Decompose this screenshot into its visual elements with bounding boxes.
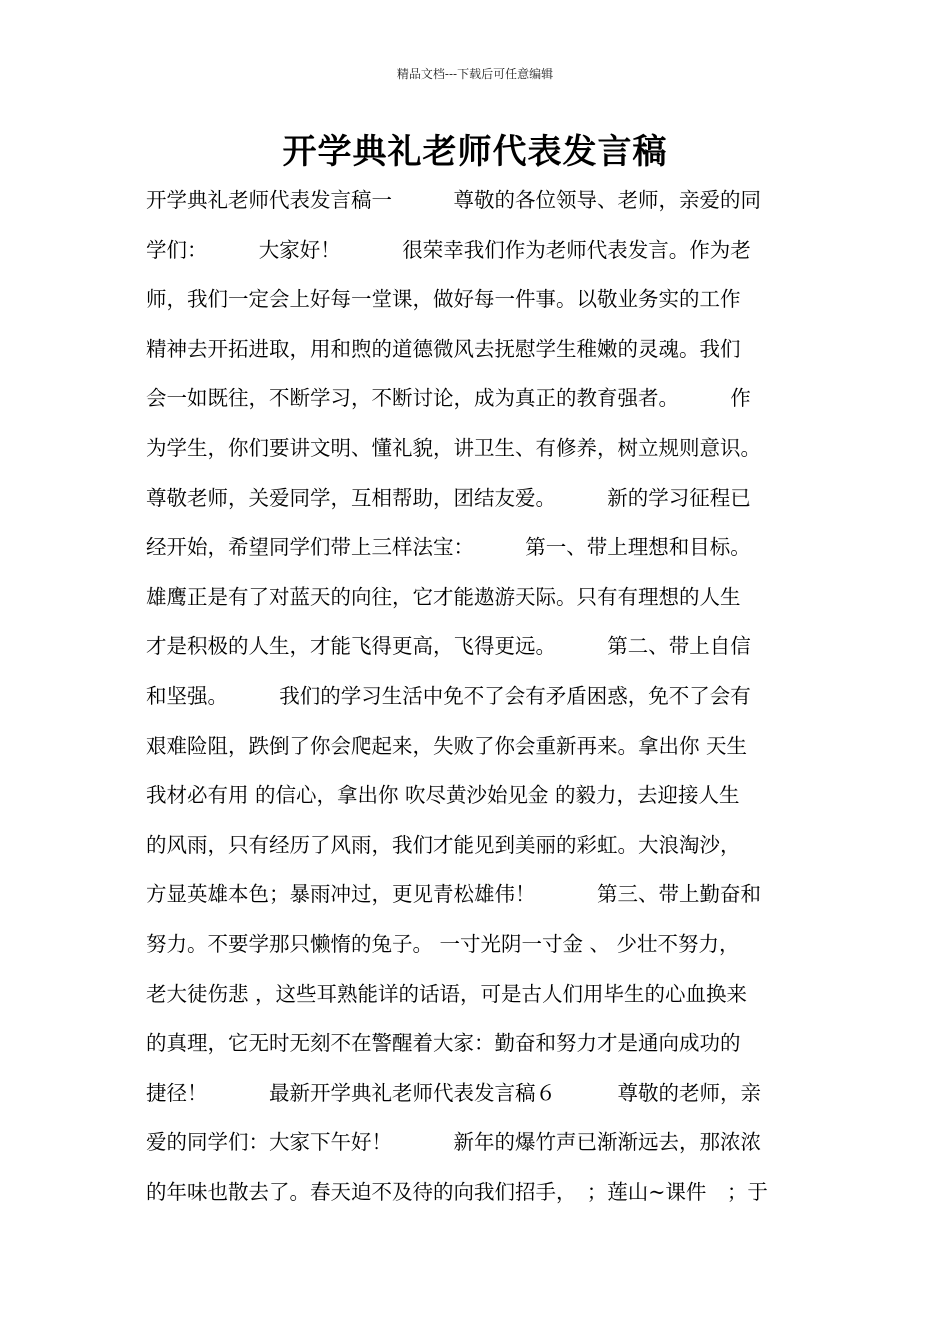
- text-line: 爱的同学们：大家下午好！ 新年的爆竹声已渐渐远去，那浓浓: [146, 1130, 761, 1155]
- document-title: 开学典礼老师代表发言稿: [282, 132, 668, 172]
- text-line: 为学生，你们要讲文明、懂礼貌，讲卫生、有修养，树立规则意识。: [146, 435, 761, 460]
- text-line: 努力。不要学那只懒惰的兔子。 一寸光阴一寸金 、 少壮不努力，: [146, 931, 740, 956]
- text-line: 和坚强。 我们的学习生活中免不了会有矛盾困惑，免不了会有: [146, 683, 751, 708]
- text-line: 精神去开拓进取，用和煦的道德微风去抚慰学生稚嫩的灵魂。我们: [146, 336, 741, 361]
- text-line: 艰难险阻，跌倒了你会爬起来，失败了你会重新再来。拿出你 天生: [146, 733, 748, 758]
- text-line: 的风雨，只有经历了风雨，我们才能见到美丽的彩虹。大浪淘沙，: [146, 832, 741, 857]
- text-line: 捷径！ 最新开学典礼老师代表发言稿６ 尊敬的老师，亲: [146, 1080, 761, 1105]
- text-line: 我材必有用 的信心，拿出你 吹尽黄沙始见金 的毅力，去迎接人生: [146, 783, 740, 808]
- text-line: 经开始，希望同学们带上三样法宝： 第一、带上理想和目标。: [146, 535, 751, 560]
- text-line: 尊敬老师，关爱同学，互相帮助，团结友爱。 新的学习征程已: [146, 485, 751, 510]
- body-text: [146, 180, 806, 1221]
- header-note: 精品文档---下载后可任意编辑: [396, 67, 554, 81]
- text-line: 学们： 大家好！ 很荣幸我们作为老师代表发言。作为老: [146, 237, 751, 262]
- text-line: 开学典礼老师代表发言稿一 尊敬的各位领导、老师，亲爱的同: [146, 188, 761, 212]
- text-line: 方显英雄本色；暴雨冲过，更见青松雄伟！ 第三、带上勤奋和: [146, 882, 761, 907]
- text-line: 师，我们一定会上好每一堂课，做好每一件事。以敬业务实的工作: [146, 287, 741, 312]
- text-line: 的年味也散去了。春天迫不及待的向我们招手， ；莲山~课件 ；于: [146, 1179, 768, 1204]
- text-line: 会一如既往，不断学习，不断讨论，成为真正的教育强者。 作: [146, 386, 751, 411]
- text-line: 老大徒伤悲 ，这些耳熟能详的话语，可是古人们用毕生的心血换来: [146, 981, 748, 1006]
- text-line: 的真理，它无时无刻不在警醒着大家：勤奋和努力才是通向成功的: [146, 1031, 741, 1056]
- text-line: 才是积极的人生，才能飞得更高，飞得更远。 第二、带上自信: [146, 634, 751, 659]
- text-line: 雄鹰正是有了对蓝天的向往，它才能遨游天际。只有有理想的人生: [146, 584, 741, 609]
